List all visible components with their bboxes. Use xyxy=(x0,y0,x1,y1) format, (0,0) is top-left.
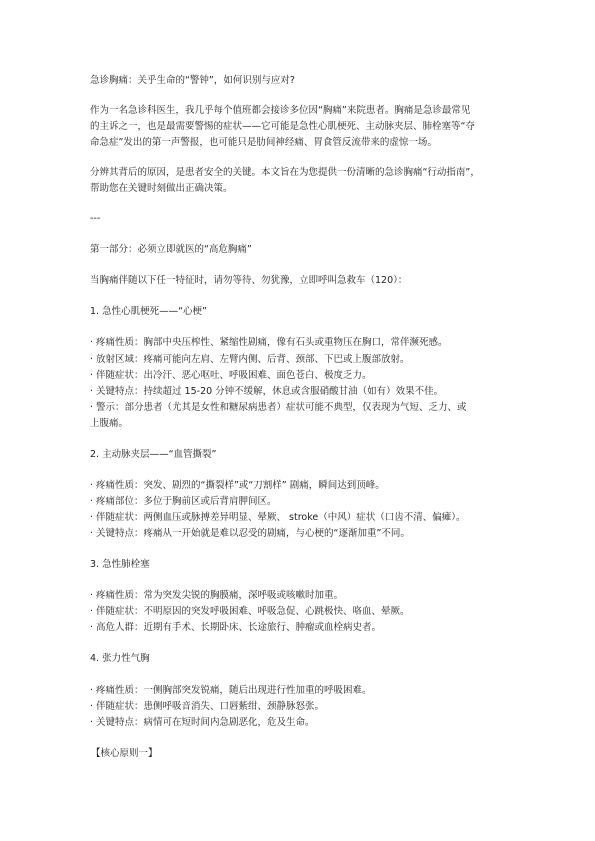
list-item: · 疼痛性质：胸部中央压榨性、紧缩性剧痛，像有石头或重物压在胸口，常伴濒死感。 xyxy=(90,337,448,348)
list-item: · 疼痛性质：常为突发尖锐的胸膜痛，深呼吸或咳嗽时加重。 xyxy=(90,590,344,601)
core-principle-heading: 【核心原则一】 xyxy=(91,748,158,759)
list-item: · 伴随症状：出冷汗、恶心呕吐、呼吸困难、面色苍白、极度乏力。 xyxy=(90,370,372,381)
section-heading: 4. 张力性气胸 xyxy=(90,653,150,664)
list-item-continuation: 上腹痛。 xyxy=(90,418,129,429)
list-item: · 关键特点：病情可在短时间内急剧恶化，危及生命。 xyxy=(90,717,315,728)
intro-line: 作为一名急诊科医生，我几乎每个值班都会接诊多位因“胸痛”来院患者。胸痛是急诊最常见 xyxy=(90,105,471,116)
list-item: · 疼痛部位：多位于胸前区或后背肩胛间区。 xyxy=(90,496,277,507)
document-title: 急诊胸痛：关乎生命的“警钟”，如何识别与应对? xyxy=(90,75,295,86)
list-item: · 警示：部分患者（尤其是女性和糖尿病患者）症状可能不典型，仅表现为气短、乏力、或 xyxy=(90,402,467,413)
intro-line: 分辨其背后的原因，是患者安全的关键。本文旨在为您提供一份清晰的急诊胸痛“行动指南”， xyxy=(90,167,480,178)
intro-line: 命急症”发出的第一声警报，也可能只是肋间神经痛、胃食管反流带来的虚惊一场。 xyxy=(90,137,437,148)
list-item: · 伴随症状：不明原因的突发呼吸困难、呼吸急促、心跳极快、咯血、晕厥。 xyxy=(90,606,410,617)
list-item: · 关键特点：疼痛从一开始就是难以忍受的剧痛，与心梗的“逐渐加重”不同。 xyxy=(90,528,410,539)
list-item: · 高危人群：近期有手术、长期卧床、长途旅行、肿瘤或血栓病史者。 xyxy=(90,622,382,633)
list-item: · 伴随症状：两侧血压或脉搏差异明显、晕厥、 stroke（中风）症状（口齿不清、偏瘫）。 xyxy=(90,512,466,523)
part-intro: 当胸痛伴随以下任一特征时，请勿等待、勿犹豫，立即呼叫急救车（120）： xyxy=(90,275,408,286)
list-item: · 疼痛性质：一侧胸部突发锐痛，随后出现进行性加重的呼吸困难。 xyxy=(90,685,372,696)
list-item: · 放射区域：疼痛可能向左肩、左臂内侧、后背、颈部、下巴或上腹部放射。 xyxy=(90,354,410,365)
list-item: · 关键特点：持续超过 15-20 分钟不缓解，休息或含服硝酸甘油（如有）效果不佳。 xyxy=(90,386,444,397)
section-divider: --- xyxy=(90,213,101,224)
section-heading: 3. 急性肺栓塞 xyxy=(90,559,150,570)
part-title: 第一部分：必须立即就医的“高危胸痛” xyxy=(90,244,252,255)
intro-line: 的主诉之一，也是最需要警惕的症状——它可能是急性心肌梗死、主动脉夹层、肺栓塞等“夺 xyxy=(90,121,475,132)
list-item: · 伴随症状：患侧呼吸音消失、口唇紫绀、颈静脉怒张。 xyxy=(90,701,325,712)
list-item: · 疼痛性质：突发、剧烈的“撕裂样”或“刀割样” 剧痛，瞬间达到顶峰。 xyxy=(90,480,385,491)
section-heading: 2. 主动脉夹层——“血管撕裂” xyxy=(90,449,217,460)
intro-line: 帮助您在关键时刻做出正确决策。 xyxy=(90,183,233,194)
section-heading: 1. 急性心肌梗死——“心梗” xyxy=(90,306,207,317)
